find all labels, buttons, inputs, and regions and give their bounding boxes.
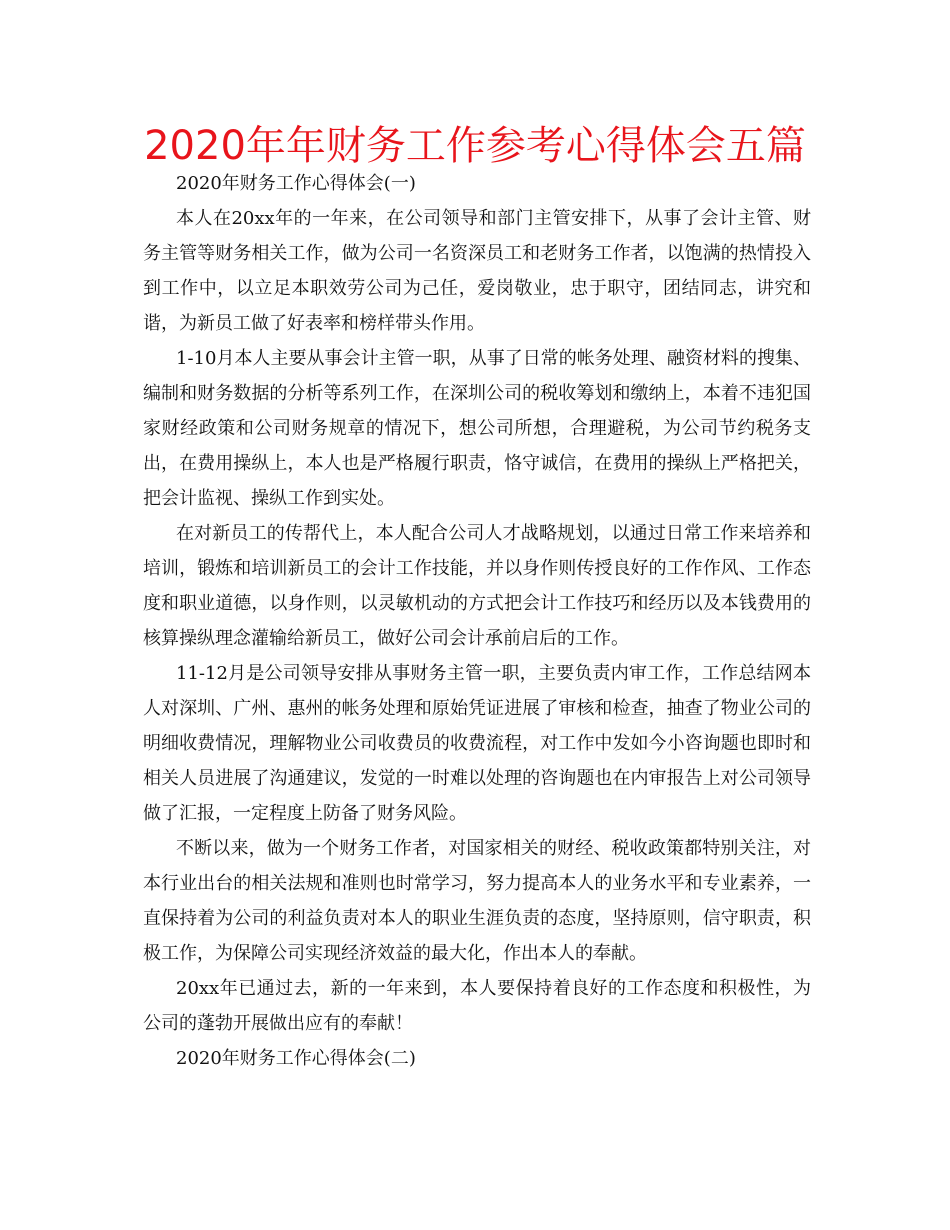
section-heading-2: 2020年财务工作心得体会(二) <box>176 1048 416 1069</box>
paragraph-6: 20xx年已通过去，新的一年来到，本人要保持着良好的工作态度和积极性，为公司的蓬勃开展做出应有的奉献！ <box>143 978 811 1034</box>
paragraph-2: 1-10月本人主要从事会计主管一职，从事了日常的帐务处理、融资材料的搜集、编制和财务数据的分析等系列工作，在深圳公司的税收筹划和缴纳上，本着不违犯国家财经政策和公司财务规章的情况下，想公司所想，合理避税，为公司节约税务支出，在费用操纵上，本人也是严格履行职责，恪守诚信，在费用的操纵上严格把关，把会计监视、操纵工作到实处。 <box>143 348 811 509</box>
paragraph-4: 11-12月是公司领导安排从事财务主管一职，主要负责内审工作，工作总结网本人对深圳、广州、惠州的帐务处理和原始凭证进展了审核和检查，抽查了物业公司的明细收费情况，理解物业公司收费员的收费流程，对工作中发如今小咨询题也即时和相关人员进展了沟通建议，发觉的一时难以处理的咨询题也在内审报告上对公司领导做了汇报，一定程度上防备了财务风险。 <box>143 663 811 824</box>
paragraph-5: 不断以来，做为一个财务工作者，对国家相关的财经、税收政策都特别关注，对本行业出台的相关法规和准则也时常学习，努力提高本人的业务水平和专业素养，一直保持着为公司的利益负责对本人的职业生涯负责的态度，坚持原则，信守职责，积极工作，为保障公司实现经济效益的最大化，作出本人的奉献。 <box>143 838 811 964</box>
section-heading-1: 2020年财务工作心得体会(一) <box>176 173 416 194</box>
document-body <box>143 166 811 1076</box>
document-title: 2020年年财务工作参考心得体会五篇 <box>144 123 806 169</box>
paragraph-3: 在对新员工的传帮代上，本人配合公司人才战略规划，以通过日常工作来培养和培训，锻炼和培训新员工的会计工作技能，并以身作则传授良好的工作作风、工作态度和职业道德，以身作则，以灵敏机动的方式把会计工作技巧和经历以及本钱费用的核算操纵理念灌输给新员工，做好公司会计承前启后的工作。 <box>143 523 811 649</box>
paragraph-1: 本人在20xx年的一年来，在公司领导和部门主管安排下，从事了会计主管、财务主管等财务相关工作，做为公司一名资深员工和老财务工作者，以饱满的热情投入到工作中，以立足本职效劳公司为己任，爱岗敬业，忠于职守，团结同志，讲究和谐，为新员工做了好表率和榜样带头作用。 <box>143 208 811 334</box>
